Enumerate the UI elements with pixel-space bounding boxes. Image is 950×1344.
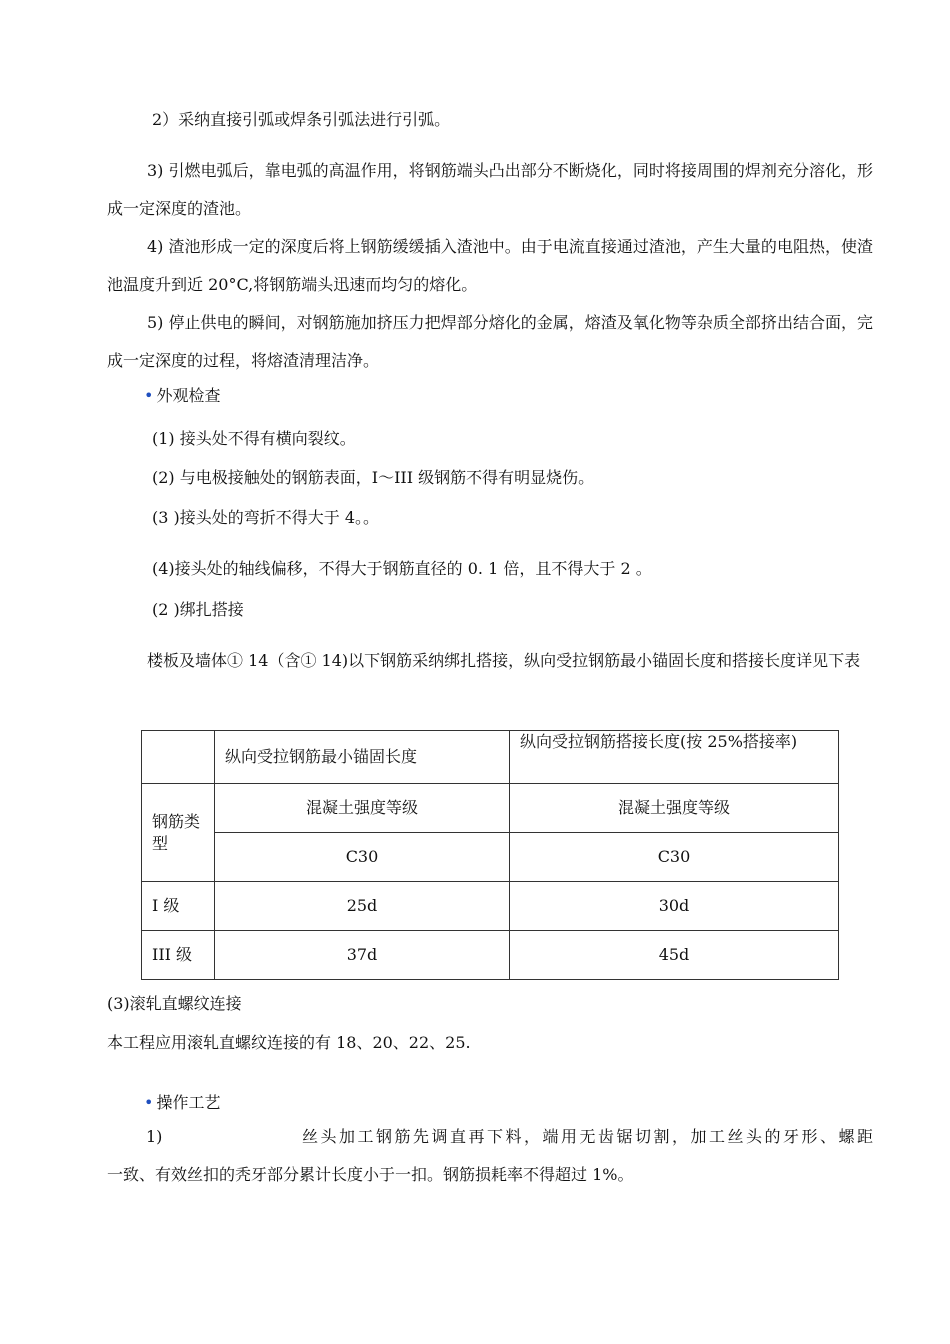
heading-text: 外观检查 <box>156 386 221 405</box>
grade-c30-1: C30 <box>215 833 510 882</box>
step-number: 1) <box>146 1127 163 1146</box>
lap-length-cell: 45d <box>510 931 839 980</box>
header-anchorage-length: 纵向受拉钢筋最小锚固长度 <box>215 731 510 784</box>
table-row <box>142 882 839 931</box>
bar-type-cell: III 级 <box>142 931 215 980</box>
table-corner-cell <box>142 731 215 784</box>
paragraph-lap-intro: 楼板及墙体① 14（含① 14)以下钢筋采纳绑扎搭接，纵向受拉钢筋最小锚固长度和搭接长度详见下表 <box>147 651 861 670</box>
heading-text: 操作工艺 <box>156 1093 221 1112</box>
anchorage-lap-table <box>141 730 839 980</box>
paragraph-thread-processing-line2: 一致、有效丝扣的秃牙部分累计长度小于一扣。钢筋损耗率不得超过 1%。 <box>107 1165 634 1184</box>
header-concrete-strength-2: 混凝土强度等级 <box>510 784 839 833</box>
check-item-3: (3 )接头处的弯折不得大于 4。。 <box>152 508 380 527</box>
heading-threaded-connection: (3)滚轧直螺纹连接 <box>107 994 242 1013</box>
heading-visual-inspection <box>144 386 220 406</box>
paragraph-step-2: 2）采纳直接引弧或焊条引弧法进行引弧。 <box>152 110 451 129</box>
check-item-4: (4)接头处的轴线偏移，不得大于钢筋直径的 0. 1 倍，且不得大于 2 。 <box>152 559 652 578</box>
header-concrete-strength-1: 混凝土强度等级 <box>215 784 510 833</box>
check-item-2: (2) 与电极接触处的钢筋表面，I〜III 级钢筋不得有明显烧伤。 <box>152 468 595 487</box>
header-bar-type: 钢筋类型 <box>142 784 215 882</box>
paragraph-step-5: 5) 停止供电的瞬间，对钢筋施加挤压力把焊部分熔化的金属，熔渣及氧化物等杂质全部挤出结合面，完成一定深度的过程，将熔渣清理洁净。 <box>107 313 873 370</box>
bullet-icon: • <box>144 386 154 405</box>
paragraph-thread-processing-line1: 丝头加工钢筋先调直再下料，端用无齿锯切割，加工丝头的牙形、螺距 <box>302 1127 873 1146</box>
bullet-icon: • <box>144 1093 154 1112</box>
header-lap-length: 纵向受拉钢筋搭接长度(按 25%搭接率) <box>510 731 839 784</box>
anchor-length-cell: 37d <box>215 931 510 980</box>
heading-operation-process <box>144 1093 220 1113</box>
paragraph-step-3: 3) 引燃电弧后，靠电弧的高温作用，将钢筋端头凸出部分不断烧化，同时将接周围的焊剂充分溶化，形成一定深度的渣池。 <box>107 161 873 218</box>
bar-type-cell: I 级 <box>142 882 215 931</box>
heading-lap-splice: (2 )绑扎搭接 <box>152 600 244 619</box>
check-item-1: (1) 接头处不得有横向裂纹。 <box>152 429 356 448</box>
paragraph-threaded-sizes: 本工程应用滚轧直螺纹连接的有 18、20、22、25. <box>107 1033 471 1052</box>
anchor-length-cell: 25d <box>215 882 510 931</box>
grade-c30-2: C30 <box>510 833 839 882</box>
paragraph-step-4: 4) 渣池形成一定的深度后将上钢筋缓缓插入渣池中。由于电流直接通过渣池，产生大量的电阻热，使渣池温度升到近 20°C,将钢筋端头迅速而均匀的熔化。 <box>107 237 873 294</box>
lap-length-cell: 30d <box>510 882 839 931</box>
table-row <box>142 931 839 980</box>
